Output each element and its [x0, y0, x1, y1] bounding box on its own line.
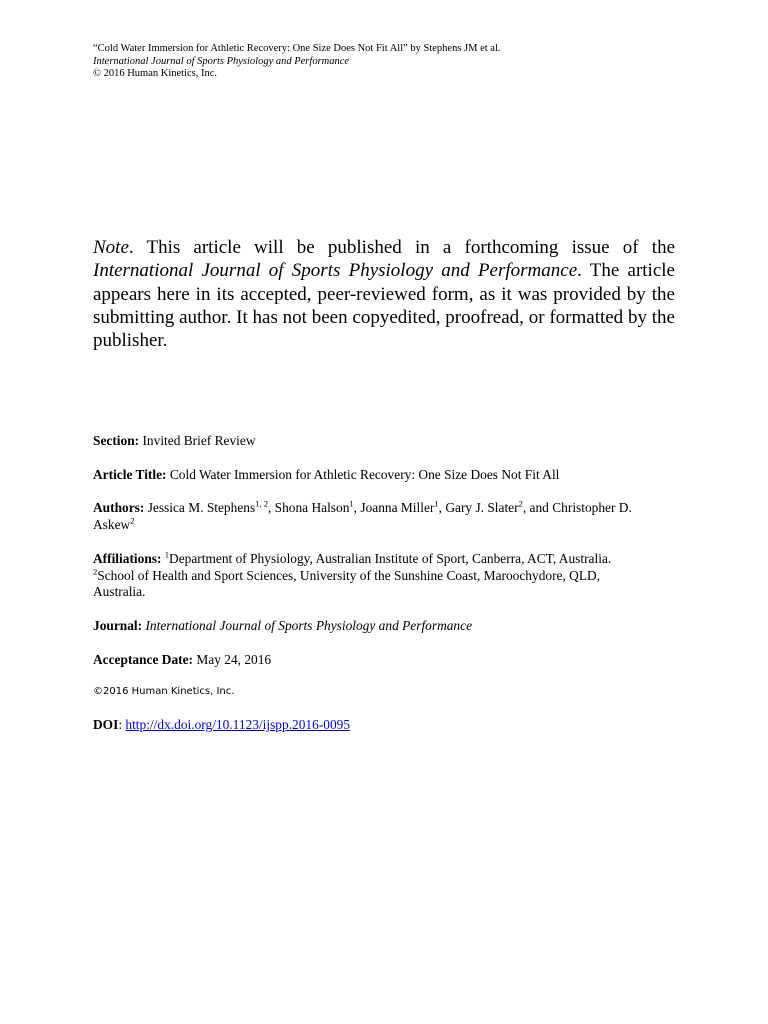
author-affiliation-sup: 2: [518, 498, 523, 509]
author-affiliation-sup: 1: [434, 498, 439, 509]
header-copyright: © 2016 Human Kinetics, Inc.: [93, 68, 218, 79]
affiliations-label: Affiliations:: [93, 551, 162, 566]
journal-line: [93, 618, 653, 635]
author-name: Christopher D. Askew: [93, 500, 632, 532]
doi-separator: :: [118, 717, 126, 732]
author-separator: ,: [353, 500, 361, 515]
author-separator: ,: [438, 500, 446, 515]
note-text-after: . The article appears here in its accepted, peer-reviewed form, as it was provided by the submitting author. It has not been copyedited, proofread, or formatted by the publisher.: [93, 260, 675, 352]
doi-line: [93, 717, 350, 734]
author-affiliation-sup: 1, 2: [255, 498, 268, 509]
article-title-value: Cold Water Immersion for Athletic Recovery: One Size Does Not Fit All: [166, 467, 560, 482]
affiliation-text: School of Health and Sport Sciences, University of the Sunshine Coast, Maroochydore, QLD, Australia.: [93, 567, 601, 599]
authors-label: Authors:: [93, 500, 145, 515]
author-name: Joanna Miller: [360, 500, 435, 515]
acceptance-date-value: May 24, 2016: [193, 652, 272, 667]
section-line: [93, 433, 653, 450]
author-name: Gary J. Slater: [445, 500, 519, 515]
header-journal: International Journal of Sports Physiology and Performance: [93, 55, 350, 67]
note-text-before: . This article will be published in a forthcoming issue of the: [128, 237, 675, 258]
doi-label: DOI: [93, 717, 119, 732]
affiliation-text: Department of Physiology, Australian Institute of Sport, Canberra, ACT, Australia.: [169, 551, 612, 566]
author-affiliation-sup: 1: [349, 498, 354, 509]
article-title-label: Article Title:: [93, 467, 167, 482]
author-separator: , and: [522, 500, 553, 515]
journal-label: Journal:: [93, 618, 143, 633]
author-name: Shona Halson: [274, 500, 350, 515]
affiliation-sup: 1: [164, 549, 170, 560]
section-value: Invited Brief Review: [139, 433, 256, 448]
author-name: Jessica M. Stephens: [144, 500, 256, 515]
author-separator: ,: [267, 500, 275, 515]
header-citation: “Cold Water Immersion for Athletic Recovery: One Size Does Not Fit All” by Stephens JM et al.: [93, 43, 501, 54]
acceptance-date-line: [93, 652, 653, 669]
copyright-line: ©2016 Human Kinetics, Inc.: [93, 686, 235, 697]
authors-line: [93, 500, 633, 533]
doi-link[interactable]: http://dx.doi.org/10.1123/ijspp.2016-0095: [125, 717, 351, 732]
affiliations-line: [93, 551, 638, 601]
note-journal: International Journal of Sports Physiology and Performance: [93, 260, 578, 282]
article-title-line: [93, 467, 653, 484]
running-header: [93, 43, 501, 81]
author-affiliation-sup: 2: [130, 515, 135, 526]
affiliation-sup: 2: [93, 566, 98, 577]
journal-value: International Journal of Sports Physiology and Performance: [145, 618, 473, 633]
acceptance-date-label: Acceptance Date:: [93, 652, 194, 667]
section-label: Section:: [93, 433, 140, 448]
publication-note: [93, 236, 675, 352]
note-label: Note: [93, 237, 129, 258]
